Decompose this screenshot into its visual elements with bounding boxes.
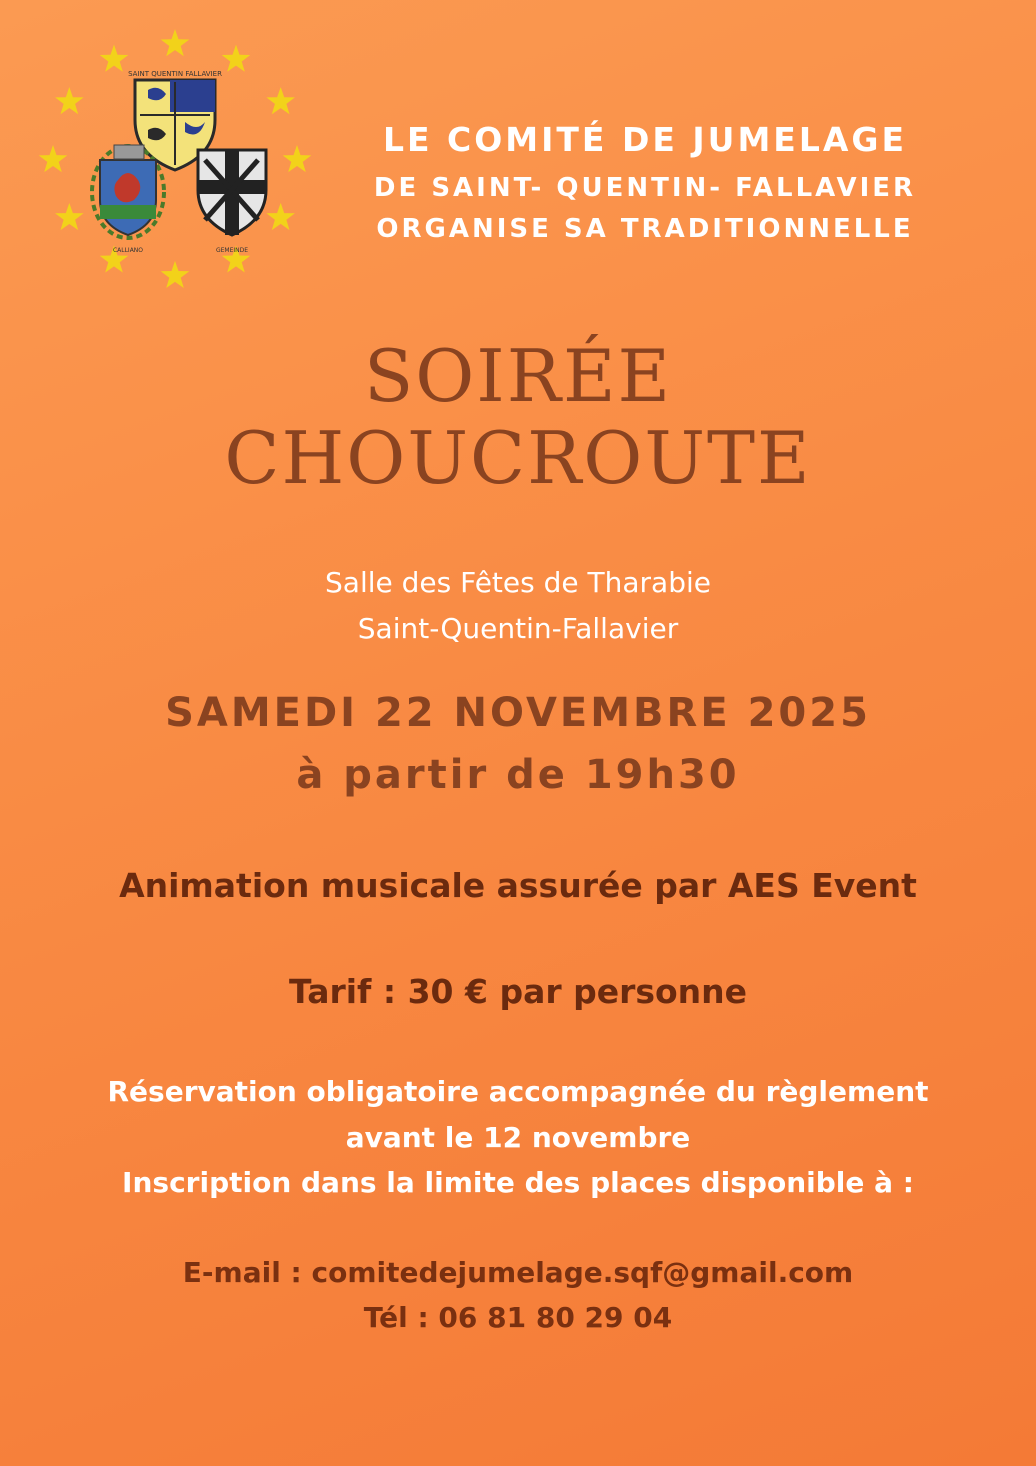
star-icon [161,261,190,288]
shield-label-right: GEMEINDE [215,247,249,254]
twinning-logo [30,20,320,300]
header-line-1: LE COMITÉ DE JUMELAGE [382,120,908,159]
shield-label-top: SAINT QUENTIN FALLAVIER [128,70,222,78]
star-icon [222,45,251,72]
shield-label-left: CALLIANO [112,247,144,254]
animation-text: Animation musicale assurée par AES Event [119,866,917,905]
reservation-line-1: Réservation obligatoire accompagnée du règlement [107,1075,929,1108]
event-title-line-1: SOIRÉE [363,334,673,418]
price-text: Tarif : 30 € par personne [288,972,748,1011]
header-line-3: ORGANISE SA TRADITIONNELLE [376,214,914,244]
star-icon [161,29,190,56]
contact-phone: Tél : 06 81 80 29 04 [363,1301,673,1334]
star-icon [266,87,295,114]
event-date: SAMEDI 22 NOVEMBRE 2025 [165,690,871,736]
venue-name: Salle des Fêtes de Tharabie [325,566,711,599]
star-icon [55,87,84,114]
shield-cross-icon [198,150,266,254]
contact-email: E-mail : comitedejumelage.sqf@gmail.com [182,1256,854,1289]
event-title-line-2: CHOUCROUTE [224,416,812,500]
star-icon [283,145,312,172]
header-line-2: DE SAINT- QUENTIN- FALLAVIER [373,173,917,203]
star-icon [55,203,84,230]
star-icon [100,45,129,72]
star-icon [266,203,295,230]
event-time: à partir de 19h30 [296,752,740,798]
reservation-line-2: avant le 12 novembre [345,1121,691,1154]
reservation-line-3: Inscription dans la limite des places disponible à : [122,1166,914,1199]
venue-town: Saint-Quentin-Fallavier [357,612,679,645]
shield-rooster-icon [92,145,164,254]
star-icon [39,145,68,172]
